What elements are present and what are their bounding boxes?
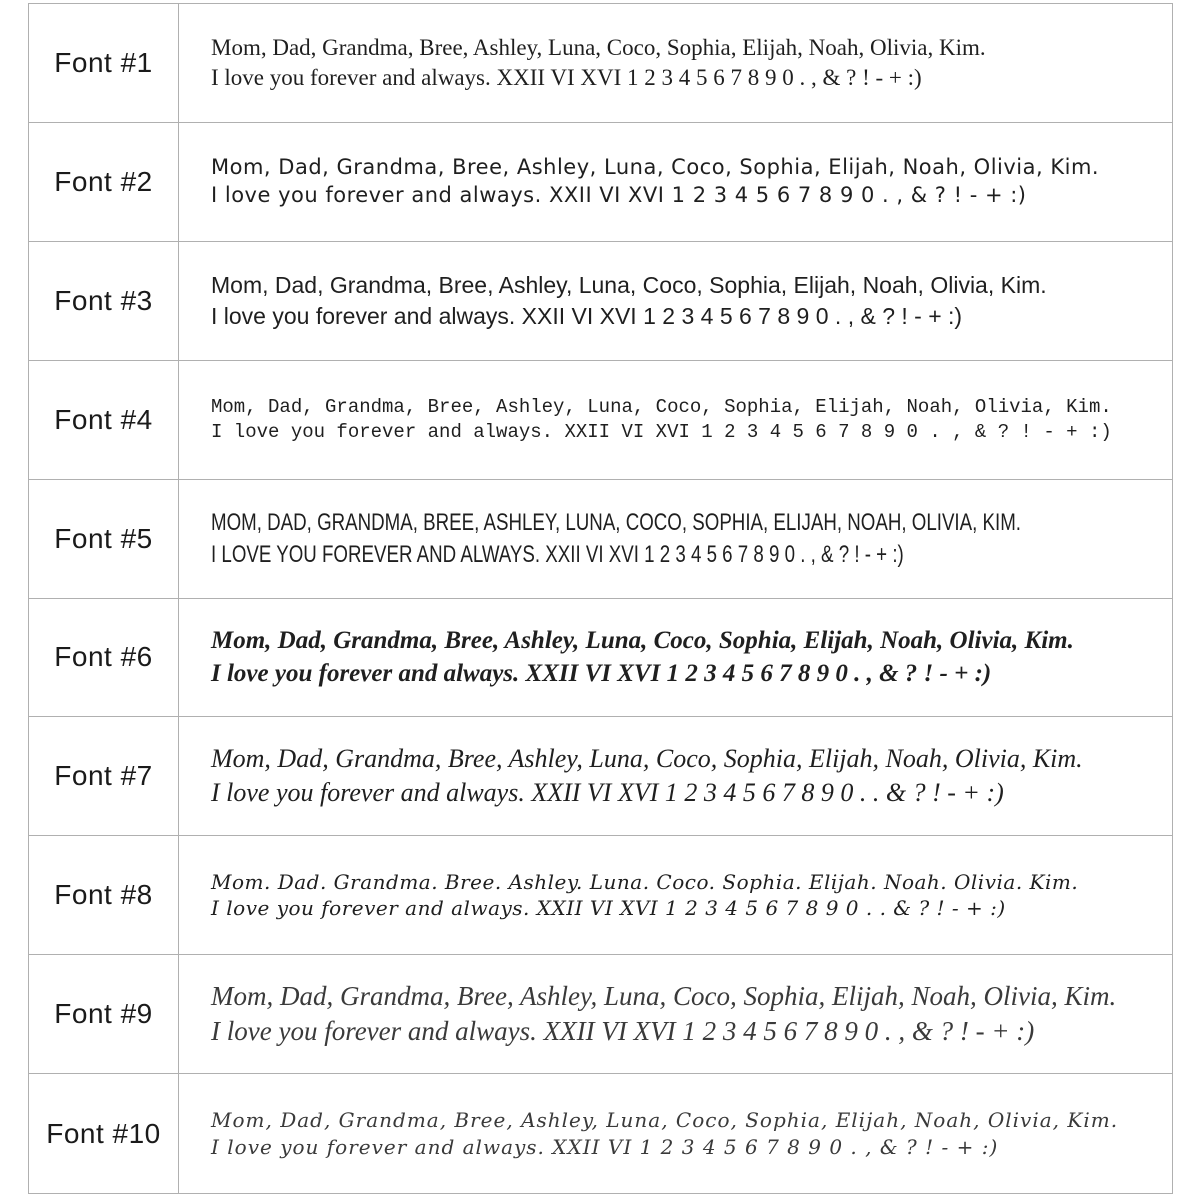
font-table	[28, 3, 1173, 1194]
sample-line-2: I love you forever and always. XXII VI 1 2 3 4 5 6 7 8 9 0 . , & ? ! - + :)	[211, 1134, 999, 1159]
font-row-1	[29, 4, 1172, 123]
sample-line-2: I love you forever and always. XXII VI XVI 1 2 3 4 5 6 7 8 9 0 . , & ? ! - + :)	[211, 420, 1112, 443]
font-sample-2	[179, 123, 1172, 241]
font-label-3: Font #3	[29, 242, 179, 360]
sample-line-2: I love you forever and always. XXII VI XVI 1 2 3 4 5 6 7 8 9 0 . . & ? ! - + :)	[211, 896, 1006, 921]
sample-line-1: Mom, Dad, Grandma, Bree, Ashley, Luna, Coco, Sophia, Elijah, Noah, Olivia, Kim.	[211, 34, 986, 60]
font-label-1: Font #1	[29, 4, 179, 122]
sample-line-1: Mom, Dad, Grandma, Bree, Ashley, Luna, Coco, Sophia, Elijah, Noah, Olivia, Kim.	[211, 155, 1100, 180]
font-label-6: Font #6	[29, 599, 179, 717]
font-label-9: Font #9	[29, 955, 179, 1073]
font-sample-10	[179, 1074, 1172, 1193]
font-label-8: Font #8	[29, 836, 179, 954]
font-sample-6	[179, 599, 1172, 717]
sample-line-2: I love you forever and always. XXII VI XVI 1 2 3 4 5 6 7 8 9 0 . , & ? ! - + :)	[211, 660, 992, 688]
font-row-3	[29, 242, 1172, 361]
font-sample-5	[179, 480, 1172, 598]
sample-line-1: Mom, Dad, Grandma, Bree, Ashley, Luna, Coco, Sophia, Elijah, Noah, Olivia, Kim.	[211, 980, 1117, 1011]
font-row-8	[29, 836, 1172, 955]
sample-line-2: I love you forever and always. XXII VI XVI 1 2 3 4 5 6 7 8 9 0 . , & ? ! - + :)	[211, 1016, 1035, 1047]
font-label-7: Font #7	[29, 717, 179, 835]
sample-line-2: I love you forever and always. XXII VI XVI 1 2 3 4 5 6 7 8 9 0 . , & ? ! - + :)	[211, 182, 1027, 207]
sample-line-1: Mom, Dad, Grandma, Bree, Ashley, Luna, Coco, Sophia, Elijah, Noah, Olivia, Kim.	[211, 627, 1074, 655]
font-row-4	[29, 361, 1172, 480]
font-sample-8	[179, 836, 1172, 954]
font-row-2	[29, 123, 1172, 242]
sample-line-1: Mom. Dad. Grandma. Bree. Ashley. Luna. Coco. Sophia. Elijah. Noah. Olivia. Kim.	[211, 869, 1079, 894]
font-label-4: Font #4	[29, 361, 179, 479]
font-row-9	[29, 955, 1172, 1074]
sample-line-1: Mom, Dad, Grandma, Bree, Ashley, Luna, Coco, Sophia, Elijah, Noah, Olivia, Kim.	[211, 272, 1047, 299]
font-sample-4	[179, 361, 1172, 479]
sample-line-2: I love you forever and always. XXII VI XVI 1 2 3 4 5 6 7 8 9 0 . , & ? ! - + :)	[211, 64, 922, 90]
font-label-5: Font #5	[29, 480, 179, 598]
font-row-7	[29, 717, 1172, 836]
font-label-2: Font #2	[29, 123, 179, 241]
sample-line-2: I love you forever and always. XXII VI XVI 1 2 3 4 5 6 7 8 9 0 . , & ? ! - + :)	[211, 302, 963, 329]
font-label-10: Font #10	[29, 1074, 179, 1193]
sample-line-1: MOM, DAD, GRANDMA, BREE, ASHLEY, LUNA, COCO, SOPHIA, ELIJAH, NOAH, OLIVIA, KIM.	[211, 508, 1022, 536]
font-row-10	[29, 1074, 1172, 1193]
font-row-5	[29, 480, 1172, 599]
sample-line-2: I love you forever and always. XXII VI XVI 1 2 3 4 5 6 7 8 9 0 . . & ? ! - + :)	[211, 778, 1004, 808]
sample-line-1: Mom, Dad, Grandma, Bree, Ashley, Luna, Coco, Sophia, Elijah, Noah, Olivia, Kim.	[211, 744, 1083, 774]
font-sample-7	[179, 717, 1172, 835]
font-sample-3	[179, 242, 1172, 360]
sample-line-1: Mom, Dad, Grandma, Bree, Ashley, Luna, Coco, Sophia, Elijah, Noah, Olivia, Kim.	[211, 395, 1112, 418]
font-sample-1	[179, 4, 1172, 122]
font-row-6	[29, 599, 1172, 718]
sample-line-1: Mom, Dad, Grandma, Bree, Ashley, Luna, Coco, Sophia, Elijah, Noah, Olivia, Kim.	[211, 1108, 1119, 1133]
font-sample-9	[179, 955, 1172, 1073]
sample-line-2: I LOVE YOU FOREVER AND ALWAYS. XXII VI XVI 1 2 3 4 5 6 7 8 9 0 . , & ? ! - + :)	[211, 540, 904, 568]
